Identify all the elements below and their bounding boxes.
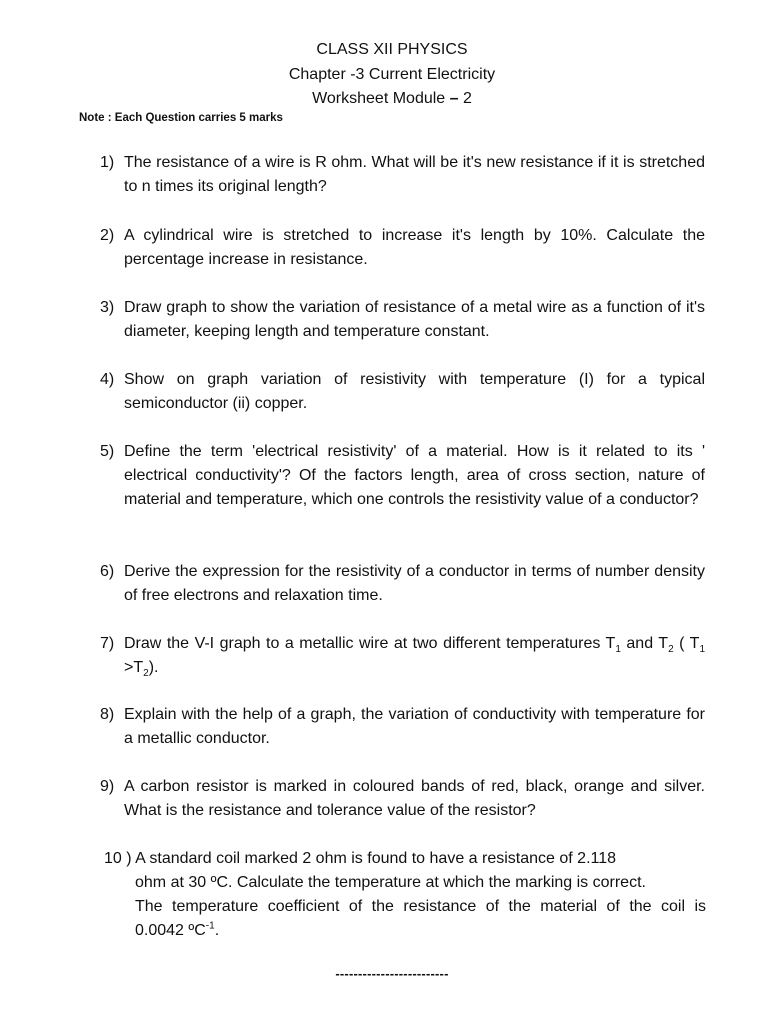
end-divider: ------------------------- xyxy=(335,966,449,981)
marks-note: Note : Each Question carries 5 marks xyxy=(79,112,283,124)
question-text: Show on graph variation of resistivity with temperature (I) for a typical semiconductor (ii) copper. xyxy=(124,371,705,412)
question-number: 1) xyxy=(100,154,115,171)
question-text: Derive the expression for the resistivity of a conductor in terms of number density of free electrons and relaxation time. xyxy=(124,563,705,604)
module-title: Worksheet Module – 2 xyxy=(312,90,472,107)
question-text-line-4: 0.0042 ºC$^{-1}$. xyxy=(135,920,220,939)
question-5 xyxy=(100,440,705,512)
question-6 xyxy=(100,560,705,608)
question-number: 10 ) xyxy=(104,850,132,867)
question-text: Define the term 'electrical resistivity' of a material. How is it related to its ' electrical conductivity'? Of the factors length, area of cross section, nature of material and temperature, which one controls the resistivity value of a conductor? xyxy=(124,443,705,508)
question-4 xyxy=(100,368,705,416)
worksheet-header xyxy=(0,38,768,112)
question-number: 2) xyxy=(100,227,115,244)
question-text: Explain with the help of a graph, the variation of conductivity with temperature for a metallic conductor. xyxy=(124,706,705,747)
question-7 xyxy=(100,632,705,680)
question-2 xyxy=(100,224,705,272)
question-10 xyxy=(104,847,706,943)
question-1 xyxy=(100,151,705,199)
question-8 xyxy=(100,703,705,751)
question-text-line-2: ohm at 30 ºC. Calculate the temperature at which the marking is correct. xyxy=(135,874,646,891)
question-number: 4) xyxy=(100,371,115,388)
question-text: A carbon resistor is marked in coloured bands of red, black, orange and silver. What is the resistance and tolerance value of the resistor? xyxy=(124,778,705,819)
chapter-title: Chapter -3 Current Electricity xyxy=(288,65,496,83)
question-number: 6) xyxy=(100,563,115,580)
question-text: Draw graph to show the variation of resistance of a metal wire as a function of it's diameter, keeping length and temperature constant. xyxy=(124,299,705,340)
question-number: 5) xyxy=(100,443,115,460)
question-9 xyxy=(100,775,705,823)
question-3 xyxy=(100,296,705,344)
question-number: 3) xyxy=(100,299,115,316)
question-text: The resistance of a wire is R ohm. What will be it's new resistance if it is stretched to n times its original length? xyxy=(124,154,705,195)
question-number: 7) xyxy=(100,635,115,652)
question-number: 8) xyxy=(100,706,115,723)
question-number: 9) xyxy=(100,778,115,795)
question-text: Draw the V-I graph to a metallic wire at two different temperatures $T_1$ and $T_2$ ( $T_1 >T_2$). xyxy=(124,635,706,680)
question-text: A cylindrical wire is stretched to increase it's length by 10%. Calculate the percentage increase in resistance. xyxy=(124,227,705,268)
class-title: CLASS XII PHYSICS xyxy=(316,41,468,58)
question-text-line-3: The temperature coefficient of the resistance of the material of the coil is xyxy=(135,898,706,915)
question-text-line-1: 10 ) A standard coil marked 2 ohm is found to have a resistance of 2.118 xyxy=(104,850,617,867)
